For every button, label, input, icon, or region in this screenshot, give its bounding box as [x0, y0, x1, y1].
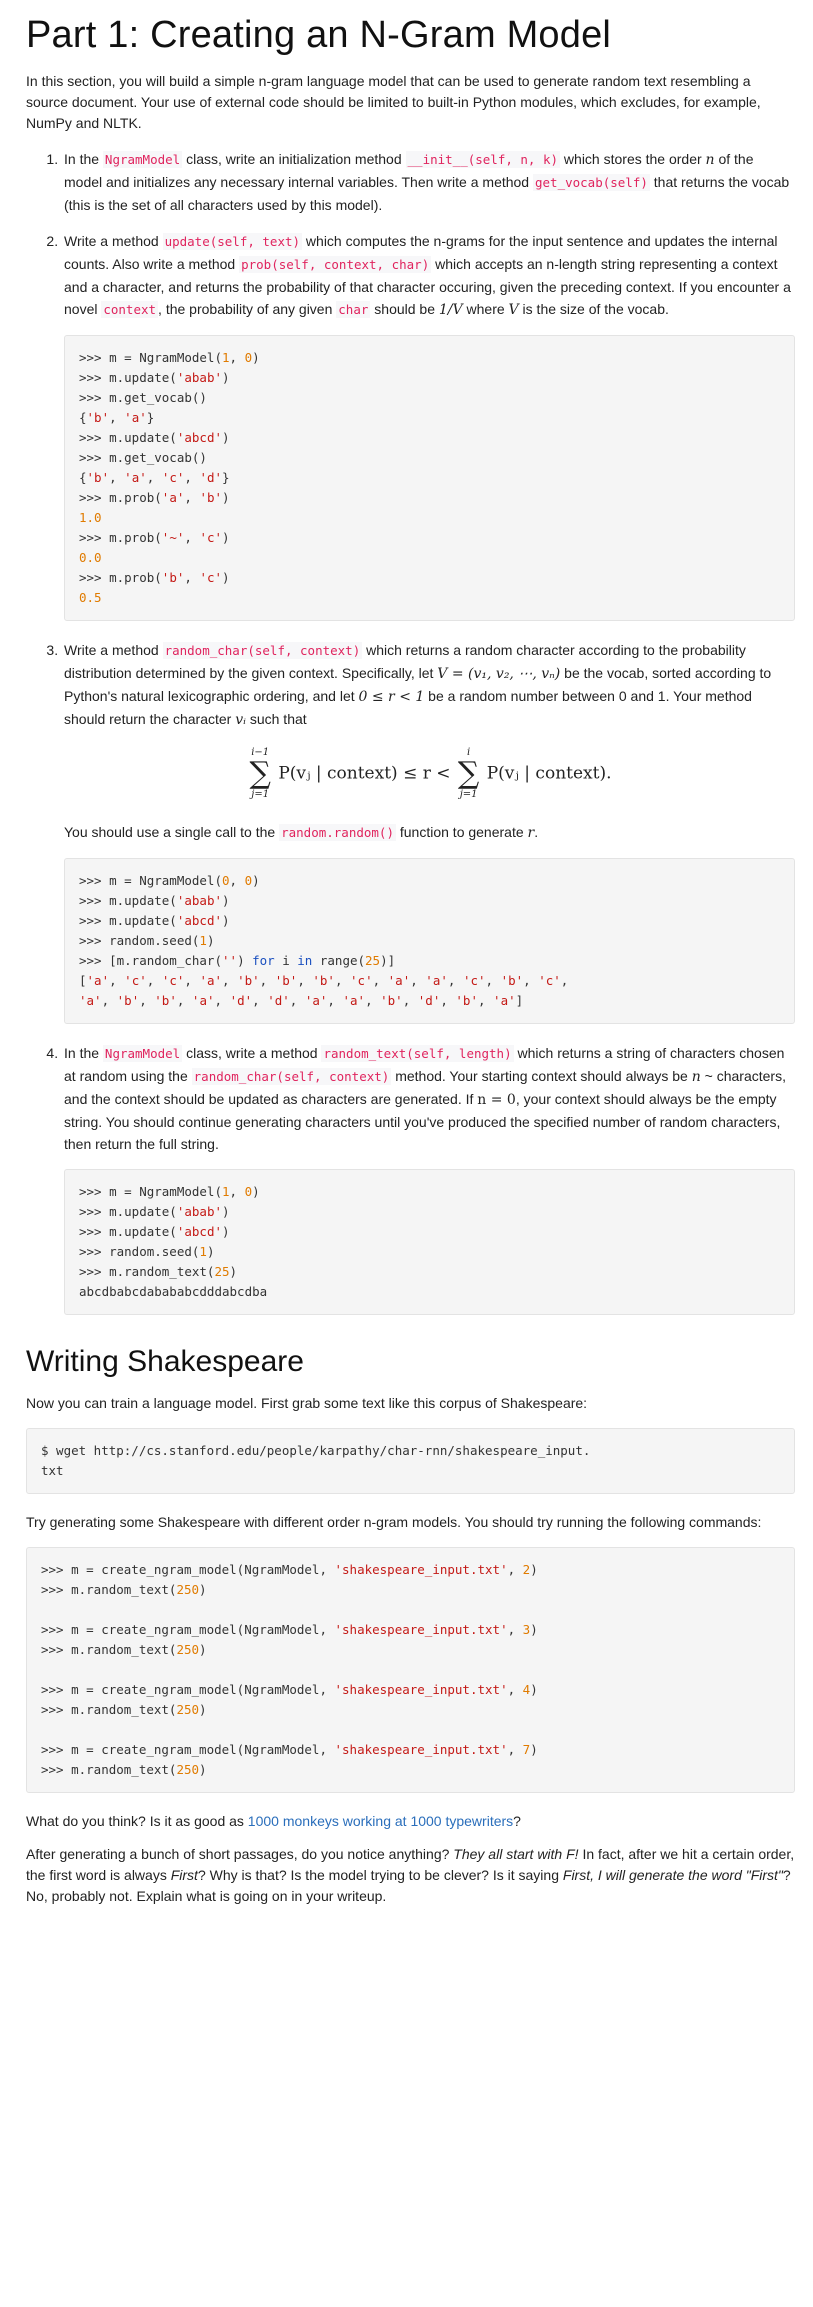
summation-right: i ∑ j=1: [457, 747, 480, 800]
explain-paragraph: After generating a bunch of short passages, do you notice anything? They all start with F! In fact, after we hit a certain order, the first word is always First? Why is that? Is the model trying to be clever? Is it saying First, I will generate the word "First"? No, probably not. Explain what is going on in your writeup.: [26, 1846, 795, 1904]
math: n: [705, 152, 715, 168]
part2-title: Writing Shakespeare: [26, 1345, 304, 1378]
code-example-3: >>> m = NgramModel(1, 0) >>> m.update('abab') >>> m.update('abcd') >>> random.seed(1) >>> m.random_text(25) abcdbabcdabababcdddabcdba: [64, 1169, 795, 1315]
inline-code: random_text(self, length): [323, 1046, 512, 1061]
math: n = 0: [477, 1092, 516, 1108]
eq-right: P(vⱼ | context).: [486, 763, 612, 784]
task-item-1: 1. In the NgramModel class, write an initialization method __init__(self, n, k) which stores the order n of the model and initializes any necessary internal variables. Then write a method get_vocab(self) that returns the vocab (this is the set of all characters used by this model).: [62, 148, 795, 216]
math: vᵢ: [235, 712, 246, 728]
inline-code: get_vocab(self): [535, 175, 648, 190]
inline-code: char: [338, 302, 369, 317]
probability-inequality: [64, 747, 795, 801]
inline-code: random_char(self, context): [193, 1069, 390, 1084]
task-3-note: You should use a single call to the random.random() function to generate r.: [64, 824, 539, 841]
math: r: [527, 825, 535, 841]
eq-left: P(vⱼ | context) ≤ r <: [278, 763, 451, 784]
try-text: Try generating some Shakespeare with different order n-gram models. You should try running the following commands:: [26, 1514, 762, 1530]
sigma-icon: ∑: [249, 756, 271, 791]
question-paragraph: What do you think? Is it as good as 1000 monkeys working at 1000 typewriters?: [26, 1813, 521, 1829]
inline-code: NgramModel: [104, 152, 181, 167]
math: 1/V: [438, 302, 463, 318]
inline-code: update(self, text): [164, 234, 301, 249]
code-example-2: >>> m = NgramModel(0, 0) >>> m.update('abab') >>> m.update('abcd') >>> random.seed(1) >>> [m.random_char('') for i in range(25)] ['a', 'c', 'c', 'a', 'b', 'b', 'b', 'c', 'a', 'a', 'c', 'b', 'c', 'a', 'b', 'b', 'a', 'd', 'd', 'a', 'a', 'b', 'd', 'b', 'a']: [64, 858, 795, 1024]
math: n: [691, 1069, 701, 1085]
inline-code: random.random(): [281, 825, 394, 840]
part1-title: Part 1: Creating an N-Gram Model: [26, 14, 612, 56]
code-example-1: >>> m = NgramModel(1, 0) >>> m.update('abab') >>> m.get_vocab() {'b', 'a'} >>> m.update('abcd') >>> m.get_vocab() {'b', 'a', 'c', 'd'} >>> m.prob('a', 'b') 1.0 >>> m.prob('~', 'c') 0.0 >>> m.prob('b', 'c') 0.5: [64, 335, 795, 621]
math: V: [508, 302, 519, 318]
part1-intro: In this section, you will build a simple n-gram language model that can be used to generate random text resembling a source document. Your use of external code should be limited to built-in Python modules, which excludes, for example, NumPy and NLTK.: [26, 73, 761, 131]
inline-code: NgramModel: [104, 1046, 181, 1061]
inline-code: prob(self, context, char): [241, 257, 430, 272]
inline-code: __init__(self, n, k): [407, 152, 559, 167]
math: 0 ≤ r < 1: [358, 689, 425, 705]
inline-code: context: [103, 302, 157, 317]
part2-intro: Now you can train a language model. First grab some text like this corpus of Shakespeare:: [26, 1395, 588, 1411]
shakespeare-commands: >>> m = create_ngram_model(NgramModel, 'shakespeare_input.txt', 2) >>> m.random_text(250) >>> m = create_ngram_model(NgramModel, 'shakespeare_input.txt', 3) >>> m.random_text(250) >>> m = create_ngram_model(NgramModel, 'shakespeare_input.txt', 4) >>> m.random_text(250) >>> m = create_ngram_model(NgramModel, 'shakespeare_input.txt', 7) >>> m.random_text(250): [26, 1547, 795, 1793]
summation-left: i−1 ∑ j=1: [249, 747, 271, 800]
wget-command: $ wget http://cs.stanford.edu/people/karpathy/char-rnn/shakespeare_input. txt: [26, 1428, 795, 1494]
task-item-3: 3. Write a method random_char(self, context) which returns a random character according to the probability distribution determined by the given context. Specifically, let V = (v₁, v₂, ⋯, vₙ) be the vocab, sorted according to Python's natural lexicographic ordering, and let 0 ≤ r < 1 be a random number between 0 and 1. Your method should return the character vᵢ such that i−1 ∑ j=1 P(vⱼ | context) ≤ r < i ∑ j=1 P(vⱼ | context). You should use a single call to the random.random() function to generate r. >>> m = NgramModel(0, 0) >>> m.update('abab') >>> m.update('abcd') >>> random.seed(1) >>> [m.random_char('') for i in range(25)] ['a', 'c', 'c', 'a', 'b', 'b', 'b', 'c', 'a', 'a', 'c', 'b', 'c', 'a', 'b', 'b', 'a', 'd', 'd', 'a', 'a', 'b', 'd', 'b', 'a']: [62, 639, 795, 1024]
sigma-icon: ∑: [457, 756, 480, 791]
inline-code: random_char(self, context): [164, 643, 361, 658]
monkeys-link[interactable]: 1000 monkeys working at 1000 typewriters: [247, 1813, 514, 1829]
task-list: [26, 148, 795, 1315]
page-end: [26, 1907, 795, 1925]
task-item-4: 4. In the NgramModel class, write a method random_text(self, length) which returns a string of characters chosen at random using the random_char(self, context) method. Your starting context should always be n ~ characters, and the context should be updated as characters are generated. If n = 0, your context should always be the empty string. You should continue generating characters until you've produced the specified number of random characters, then return the full string. >>> m = NgramModel(1, 0) >>> m.update('abab') >>> m.update('abcd') >>> random.seed(1) >>> m.random_text(25) abcdbabcdabababcdddabcdba: [62, 1042, 795, 1315]
task-item-2: 2. Write a method update(self, text) which computes the n-grams for the input sentence and updates the internal counts. Also write a method prob(self, context, char) which accepts an n-length string representing a context and a character, and returns the probability of that character occuring, given the preceding context. If you encounter a novel context , the probability of any given char should be 1/V where V is the size of the vocab. >>> m = NgramModel(1, 0) >>> m.update('abab') >>> m.get_vocab() {'b', 'a'} >>> m.update('abcd') >>> m.get_vocab() {'b', 'a', 'c', 'd'} >>> m.prob('a', 'b') 1.0 >>> m.prob('~', 'c') 0.0 >>> m.prob('b', 'c') 0.5: [62, 230, 795, 621]
math: V = (v₁, v₂, ⋯, vₙ): [437, 666, 561, 682]
